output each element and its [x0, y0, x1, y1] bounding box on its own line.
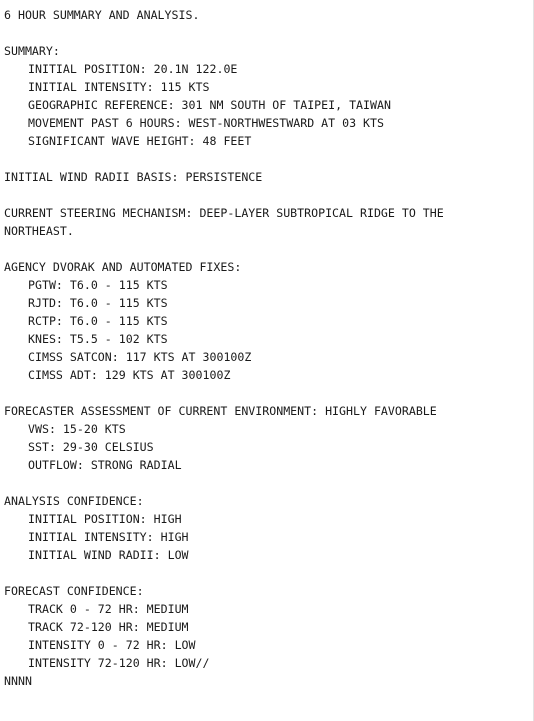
blank-line — [4, 186, 530, 204]
fix-item-rctp: RCTP: T6.0 - 115 KTS — [28, 314, 168, 328]
summary-geographic-reference: GEOGRAPHIC REFERENCE: 301 NM SOUTH OF TAIPEI, TAIWAN — [28, 98, 391, 112]
fix-item-rjtd: RJTD: T6.0 - 115 KTS — [28, 296, 168, 310]
bulletin-text — [4, 6, 530, 690]
blank-line — [4, 240, 530, 258]
section-title: 6 HOUR SUMMARY AND ANALYSIS. — [4, 8, 200, 22]
analysis-confidence-intensity: INITIAL INTENSITY: HIGH — [28, 530, 189, 544]
summary-heading: SUMMARY: — [4, 44, 60, 58]
environment-outflow: OUTFLOW: STRONG RADIAL — [28, 458, 182, 472]
blank-line — [4, 564, 530, 582]
summary-wave-height: SIGNIFICANT WAVE HEIGHT: 48 FEET — [28, 134, 252, 148]
fix-item-pgtw: PGTW: T6.0 - 115 KTS — [28, 278, 168, 292]
analysis-confidence-wind-radii: INITIAL WIND RADII: LOW — [28, 548, 189, 562]
fix-item-cimss-satcon: CIMSS SATCON: 117 KTS AT 300100Z — [28, 350, 252, 364]
summary-movement: MOVEMENT PAST 6 HOURS: WEST-NORTHWESTWARD AT 03 KTS — [28, 116, 384, 130]
fix-item-cimss-adt: CIMSS ADT: 129 KTS AT 300100Z — [28, 368, 231, 382]
forecast-confidence-track-0-72: TRACK 0 - 72 HR: MEDIUM — [28, 602, 189, 616]
summary-initial-position: INITIAL POSITION: 20.1N 122.0E — [28, 62, 238, 76]
blank-line — [4, 24, 530, 42]
analysis-confidence-heading: ANALYSIS CONFIDENCE: — [4, 494, 144, 508]
fix-item-knes: KNES: T5.5 - 102 KTS — [28, 332, 168, 346]
forecast-confidence-heading: FORECAST CONFIDENCE: — [4, 584, 144, 598]
steering-mechanism-line-2: NORTHEAST. — [4, 224, 74, 238]
blank-line — [4, 150, 530, 168]
blank-line — [4, 384, 530, 402]
fixes-heading: AGENCY DVORAK AND AUTOMATED FIXES: — [4, 260, 242, 274]
environment-sst: SST: 29-30 CELSIUS — [28, 440, 154, 454]
forecast-confidence-intensity-72-120: INTENSITY 72-120 HR: LOW// — [28, 656, 210, 670]
environment-heading: FORECASTER ASSESSMENT OF CURRENT ENVIRONMENT: HIGHLY FAVORABLE — [4, 404, 437, 418]
environment-vws: VWS: 15-20 KTS — [28, 422, 126, 436]
wind-radii-basis: INITIAL WIND RADII BASIS: PERSISTENCE — [4, 170, 263, 184]
blank-line — [4, 474, 530, 492]
analysis-confidence-position: INITIAL POSITION: HIGH — [28, 512, 182, 526]
end-marker: NNNN — [4, 674, 32, 688]
steering-mechanism-line-1: CURRENT STEERING MECHANISM: DEEP-LAYER SUBTROPICAL RIDGE TO THE — [4, 206, 444, 220]
forecast-confidence-intensity-0-72: INTENSITY 0 - 72 HR: LOW — [28, 638, 196, 652]
summary-initial-intensity: INITIAL INTENSITY: 115 KTS — [28, 80, 210, 94]
forecast-confidence-track-72-120: TRACK 72-120 HR: MEDIUM — [28, 620, 189, 634]
